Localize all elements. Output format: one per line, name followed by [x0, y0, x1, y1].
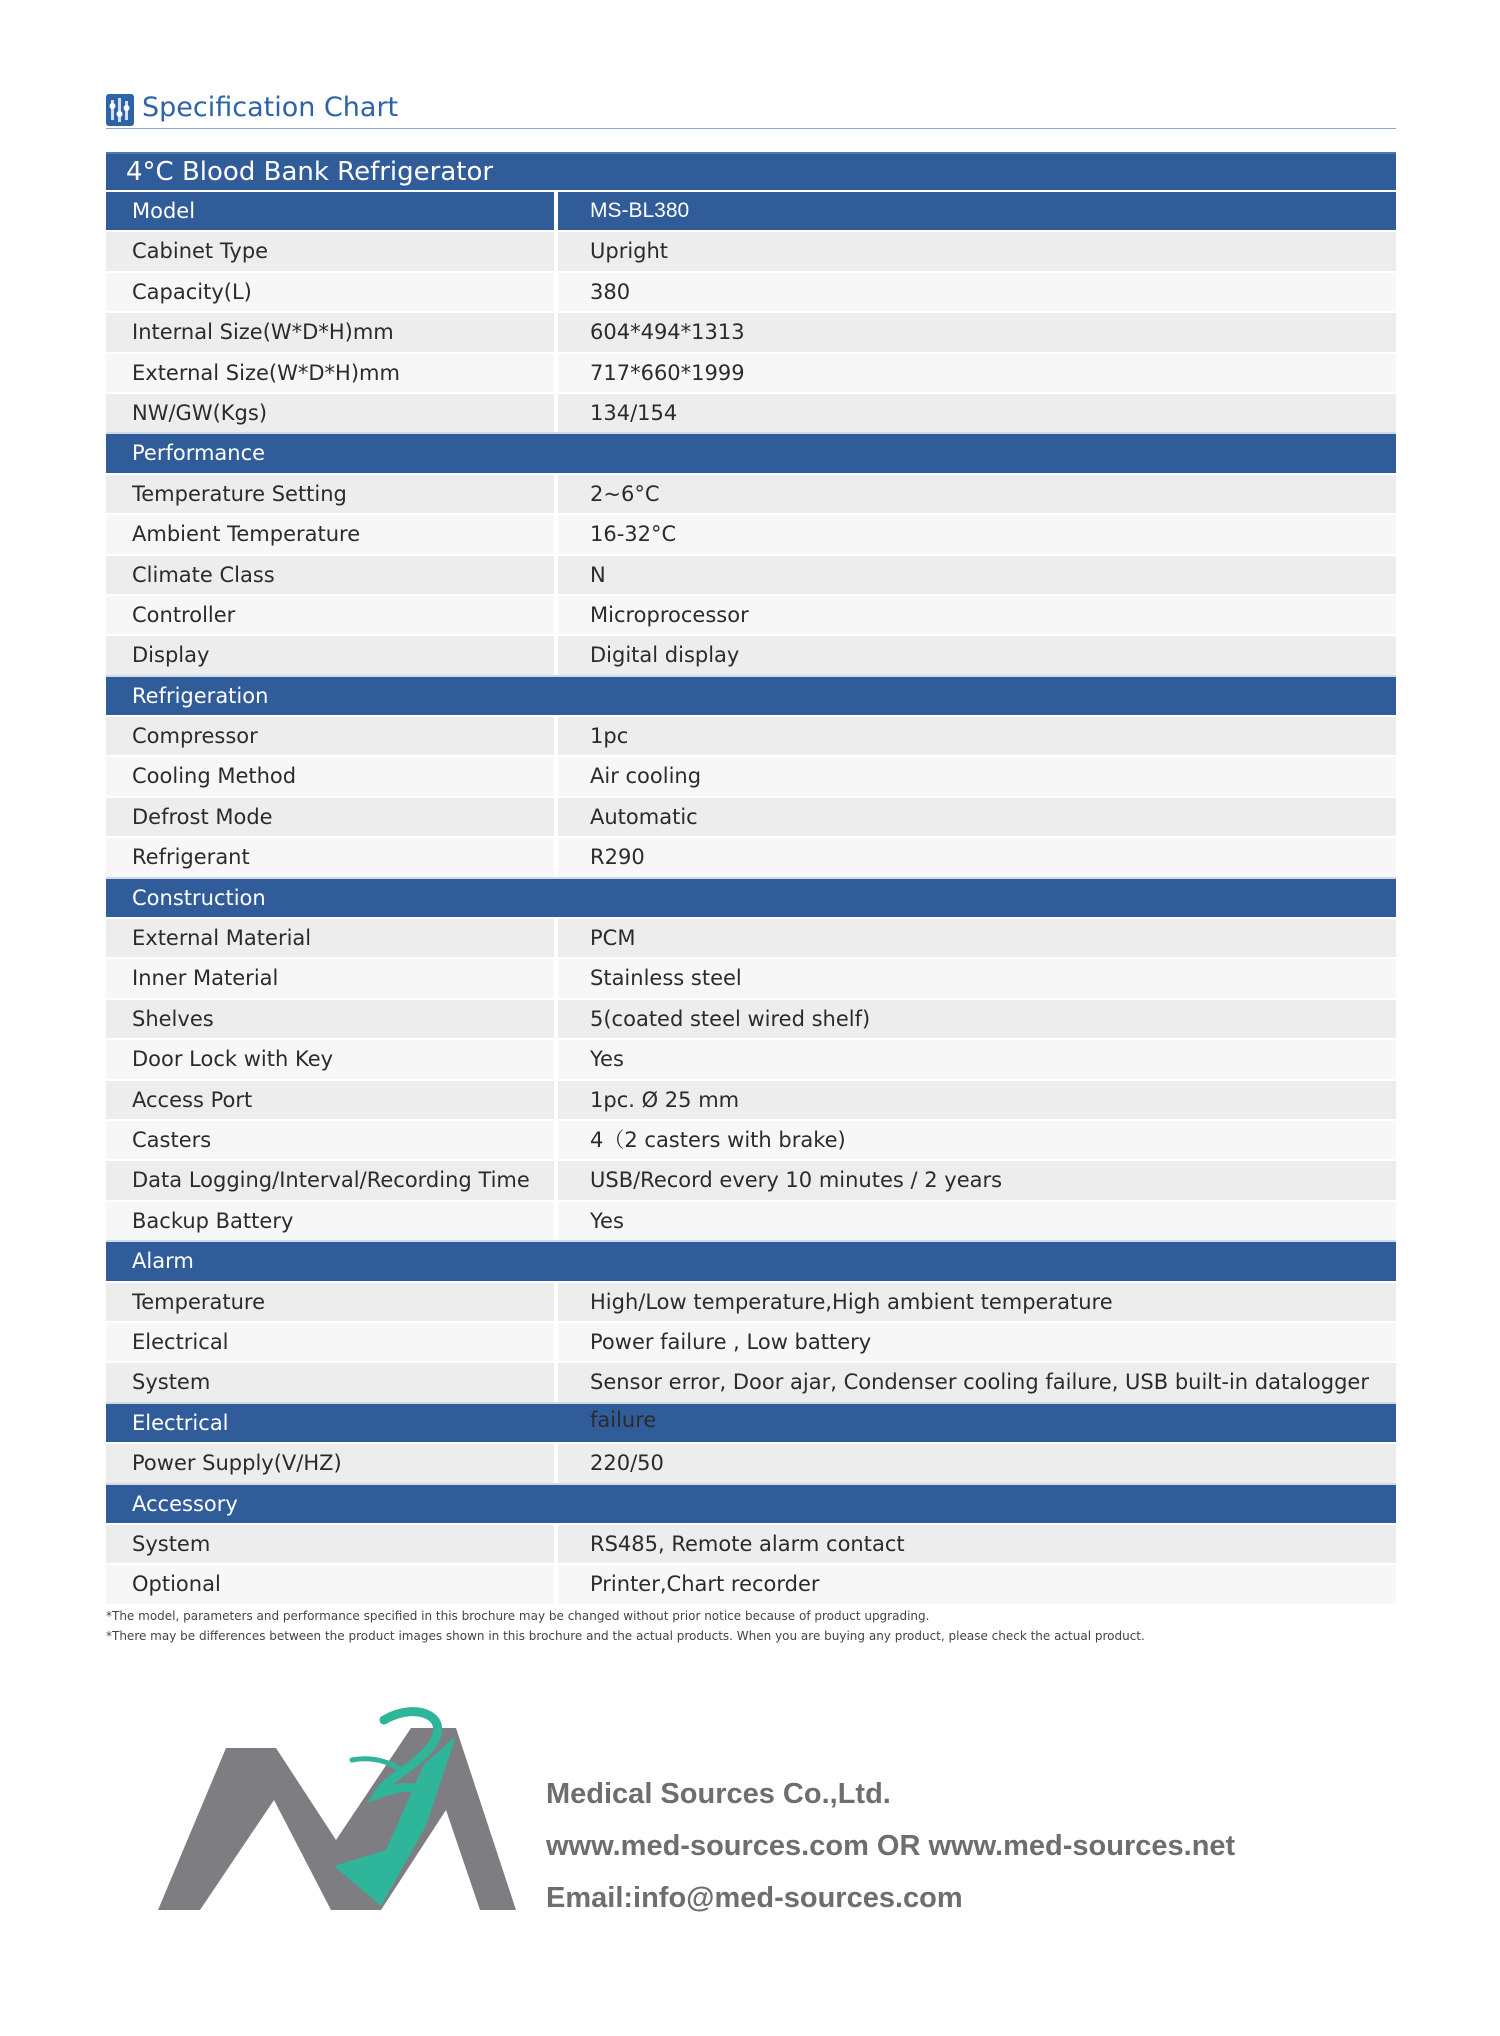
- spec-value: N: [554, 556, 1396, 594]
- spec-value: Power failure , Low battery: [554, 1323, 1396, 1361]
- product-title: 4°C Blood Bank Refrigerator: [106, 152, 1396, 190]
- spec-value: Yes: [554, 1202, 1396, 1240]
- spec-label: Door Lock with Key: [132, 1047, 334, 1072]
- spec-value: 5(coated steel wired shelf): [554, 1000, 1396, 1038]
- spec-row: [106, 554, 1396, 594]
- section-label: Performance: [132, 441, 266, 466]
- section-header: [106, 1240, 1396, 1280]
- spec-value: High/Low temperature,High ambient temperature: [554, 1283, 1396, 1321]
- spec-value: Stainless steel: [554, 959, 1396, 997]
- spec-value: PCM: [554, 919, 1396, 957]
- spec-label: Cabinet Type: [132, 239, 269, 264]
- spec-row: [106, 836, 1396, 876]
- footnotes: [106, 1606, 1145, 1646]
- company-email[interactable]: Email:info@med-sources.com: [546, 1882, 963, 1914]
- spec-label: Model: [132, 199, 196, 223]
- spec-label: Refrigerant: [132, 845, 250, 870]
- spec-label: Ambient Temperature: [132, 522, 361, 547]
- spec-value: Printer,Chart recorder: [554, 1565, 1396, 1603]
- spec-row: [106, 271, 1396, 311]
- spec-value: Upright: [554, 232, 1396, 270]
- spec-label: Casters: [132, 1127, 212, 1152]
- spec-row: [106, 352, 1396, 392]
- spec-label: Data Logging/Interval/Recording Time: [132, 1168, 530, 1193]
- spec-value: Yes: [554, 1040, 1396, 1078]
- spec-value: 220/50: [554, 1444, 1396, 1482]
- spec-value: 1pc: [554, 717, 1396, 755]
- section-header: [106, 675, 1396, 715]
- company-name: Medical Sources Co.,Ltd.: [546, 1778, 891, 1810]
- section-label: Electrical: [132, 1410, 229, 1435]
- spec-row: [106, 796, 1396, 836]
- spec-row: [106, 311, 1396, 351]
- spec-label: Power Supply(V/HZ): [132, 1451, 342, 1476]
- spec-value: 380: [554, 273, 1396, 311]
- spec-label: External Size(W*D*H)mm: [132, 360, 400, 385]
- spec-label: Electrical: [132, 1329, 229, 1354]
- spec-row: [106, 392, 1396, 432]
- section-header: [106, 877, 1396, 917]
- spec-label: Compressor: [132, 724, 258, 749]
- spec-value: 134/154: [554, 394, 1396, 432]
- spec-row: [106, 473, 1396, 513]
- spec-value: Automatic: [554, 798, 1396, 836]
- spec-value: 604*494*1313: [554, 313, 1396, 351]
- spec-row: [106, 1442, 1396, 1482]
- spec-label: System: [132, 1370, 211, 1395]
- company-info: [546, 1768, 1235, 1924]
- spec-row: [106, 594, 1396, 634]
- spec-row: [106, 1159, 1396, 1199]
- spec-label: Backup Battery: [132, 1208, 294, 1233]
- spec-row: [106, 1563, 1396, 1603]
- spec-value: MS-BL380: [554, 192, 1396, 230]
- spec-value: Sensor error, Door ajar, Condenser cooling failure, USB built-in datalogger failure: [554, 1363, 1396, 1401]
- spec-value: Air cooling: [554, 757, 1396, 795]
- spec-row: [106, 1321, 1396, 1361]
- section-label: Refrigeration: [132, 683, 269, 708]
- spec-label: Display: [132, 643, 210, 668]
- spec-chart-icon: [106, 94, 134, 126]
- company-website[interactable]: www.med-sources.com OR www.med-sources.net: [546, 1830, 1236, 1862]
- section-label: Construction: [132, 885, 266, 910]
- spec-label: External Material: [132, 926, 312, 951]
- spec-label: Temperature Setting: [132, 481, 347, 506]
- spec-row: [106, 1281, 1396, 1321]
- spec-label: Shelves: [132, 1006, 214, 1031]
- page-title: Specification Chart: [142, 92, 399, 123]
- spec-value: 717*660*1999: [554, 354, 1396, 392]
- spec-label: Cooling Method: [132, 764, 297, 789]
- spec-row: [106, 1038, 1396, 1078]
- spec-label: Climate Class: [132, 562, 275, 587]
- spec-row: [106, 634, 1396, 674]
- spec-heading: [106, 90, 1396, 129]
- spec-row: [106, 1523, 1396, 1563]
- footnote: *There may be differences between the product images shown in this brochure and the actual products. When you are buying any product, please check the actual product.: [106, 1629, 1145, 1643]
- spec-label: Internal Size(W*D*H)mm: [132, 320, 394, 345]
- section-header: [106, 1402, 1396, 1442]
- spec-value: R290: [554, 838, 1396, 876]
- spec-value: 2~6°C: [554, 475, 1396, 513]
- spec-label: Optional: [132, 1572, 221, 1597]
- spec-value: USB/Record every 10 minutes / 2 years: [554, 1161, 1396, 1199]
- spec-rows: [106, 190, 1396, 1604]
- spec-row: [106, 755, 1396, 795]
- spec-value: Microprocessor: [554, 596, 1396, 634]
- spec-row: [106, 917, 1396, 957]
- section-header: [106, 1483, 1396, 1523]
- spec-label: Inner Material: [132, 966, 279, 991]
- spec-table: [106, 152, 1396, 1604]
- spec-row: [106, 998, 1396, 1038]
- section-label: Accessory: [132, 1491, 238, 1516]
- spec-row: [106, 1119, 1396, 1159]
- spec-row: [106, 715, 1396, 755]
- spec-value: 16-32°C: [554, 515, 1396, 553]
- spec-row: [106, 1079, 1396, 1119]
- spec-label: Capacity(L): [132, 279, 252, 304]
- spec-row: [106, 957, 1396, 997]
- spec-value: RS485, Remote alarm contact: [554, 1525, 1396, 1563]
- spec-label: NW/GW(Kgs): [132, 400, 268, 425]
- spec-label: Defrost Mode: [132, 804, 273, 829]
- section-header: [106, 432, 1396, 472]
- footnote: *The model, parameters and performance specified in this brochure may be changed without prior notice because of product upgrading.: [106, 1609, 930, 1623]
- spec-value: 4（2 casters with brake): [554, 1121, 1396, 1159]
- spec-label: System: [132, 1531, 211, 1556]
- model-row: [106, 190, 1396, 230]
- company-logo: [156, 1700, 518, 1916]
- spec-row: [106, 230, 1396, 270]
- spec-label: Access Port: [132, 1087, 253, 1112]
- spec-row: [106, 513, 1396, 553]
- spec-row: [106, 1200, 1396, 1240]
- section-label: Alarm: [132, 1249, 194, 1274]
- spec-value: Digital display: [554, 636, 1396, 674]
- spec-value: 1pc. Ø 25 mm: [554, 1081, 1396, 1119]
- spec-label: Temperature: [132, 1289, 266, 1314]
- spec-label: Controller: [132, 602, 236, 627]
